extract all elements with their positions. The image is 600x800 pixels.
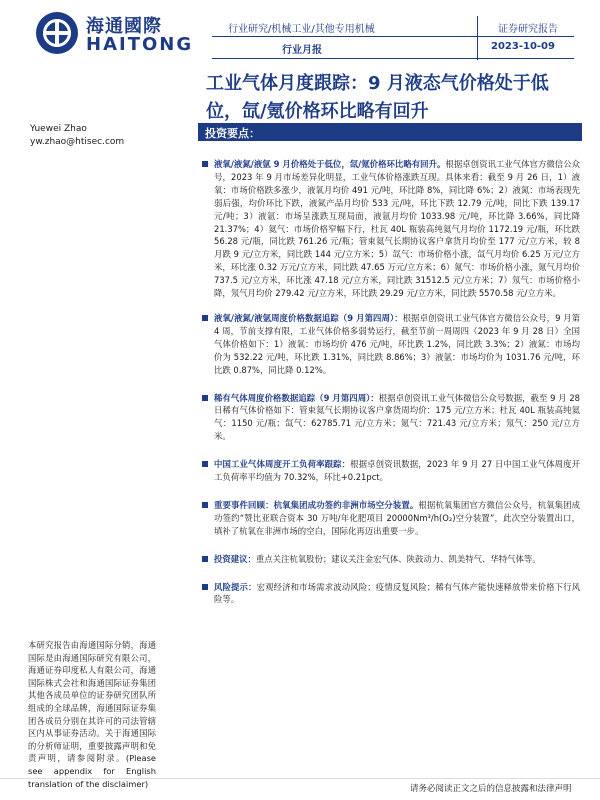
summary-paragraph	[200, 458, 580, 484]
report-date: 2023-10-09	[491, 41, 555, 52]
header-divider-bottom	[212, 58, 574, 59]
summary-title: 投资要点：	[205, 127, 260, 140]
logo-emblem-icon	[36, 12, 78, 54]
summary-content	[200, 158, 580, 621]
paragraph-body: 重点关注杭氧股份；建议关注金宏气体、陕鼓动力、凯美特气、华特气体等。	[255, 553, 541, 564]
paragraph-body: 根据卓创资讯工业气体官方微信公众号，2023 年 9 月市场差异化明显，工业气体价格涨跌互现。具体来看：截至 9 月 26 日，1）液氧：市场价格跌多涨少，液氧月均价 491 元/吨，环比降 8%，同比降 6%；2）液氮：市场表现先弱后强，均价环比下跌，液氮产品月均价 533 元/吨，环比下跌 12.79 元/吨，同比下跌 139.17 元/吨；3）液氩：市场呈涨跌互现局面，液氩月均价 1033.98 元/吨，环比降 3.66%，同比降 21.37%；4）氦气：市场价格窄幅下行，杜瓦 40L 瓶装高纯氦气月均价 1172.19 元/瓶，环比跌 56.28 元/瓶，同比跌 761.26 元/瓶；管束氦气长期协议客户拿货月均价至 177 元/立方米，较 8 月跌 9 元/立方米，同比跌 144 元/立方米；5）氙气：市场价格小涨，氙气月均价 6.25 万元/立方米，环比涨 0.32 万元/立方米，同比跌 47.65 万元/立方米；6）氪气：市场价格小涨，氪气月均价 737.5 元/立方米，环比涨 47.18 元/立方米，同比跌 31512.5 元/立方米；7）氖气：市场价格小降，氖气月均价 279.42 元/立方米，环比跌 29.29 元/立方米，同比跌 5570.58 元/立方米。	[214, 159, 580, 299]
paragraph-lead: 投资建议：	[214, 553, 256, 564]
summary-paragraph	[200, 553, 580, 566]
bullet-square-icon	[202, 161, 208, 167]
paragraph-body: 宏观经济和市场需求波动风险；疫情反复风险；稀有气体产能快速释放带来价格下行风险等。	[214, 581, 581, 605]
bullet-square-icon	[202, 395, 208, 401]
paragraph-body: 根据卓创资讯工业气体官方微信公众号，9 月第 4 周，节前支撑有限，工业气体价格多弱势运行，截至节前一周周四（2023 年 9 月 28 日）全国气体价格如下：1）液氧：市场均价 476 元/吨，环比跌 1.2%，同比跌 3.3%；2）液氮：市场均价为 532.22 元/吨，环比跌 1.31%，同比跌 8.86%；3）液氩：市场均价为 1031.76 元/吨，环比跌 0.87%，同比降 0.12%。	[214, 312, 580, 375]
paragraph-lead: 液氧/液氮/液氩 9 月价格处于低位，氙/氪价格环比略有回升。	[214, 159, 446, 169]
bullet-square-icon	[202, 315, 208, 321]
industry-category: 行业研究/机械工业/其他专用机械	[228, 24, 375, 35]
haitong-logo	[36, 12, 196, 56]
paragraph-lead: 稀有气体周度价格数据追踪（9 月第四周）：	[214, 392, 379, 403]
paragraph-lead: 中国工业气体周度开工负荷率跟踪：	[214, 459, 351, 470]
report-header	[0, 0, 600, 62]
paragraph-lead: 重要事件回顾：杭氧集团成功签约非洲市场空分装置。	[214, 499, 419, 510]
logo-english-name: HAITONG	[86, 34, 194, 55]
paragraph-body: 根据杭氧集团官方微信公众号，杭氧集团成功签约“赞比亚联合资本 30 万吨/年化肥项目 20000Nm³/h(O₂)空分装置”，此次空分装置出口，填补了杭氧在非洲市场的空白，国际化再迈出重要一步。	[214, 499, 581, 536]
author-email[interactable]: yw.zhao@htisec.com	[30, 137, 125, 147]
report-type: 行业月报	[282, 45, 322, 56]
bullet-square-icon	[202, 461, 208, 467]
summary-paragraph	[200, 312, 580, 377]
header-divider-vertical	[477, 16, 478, 60]
logo-chinese-name: 海通國際	[86, 16, 162, 37]
author-name: Yuewei Zhao	[30, 124, 87, 134]
paragraph-lead: 风险提示：	[214, 581, 257, 592]
summary-paragraph	[200, 392, 580, 444]
bullet-square-icon	[202, 584, 208, 590]
report-title: 工业气体月度跟踪：9 月液态气价格处于低位，氙/氪价格环比略有回升	[206, 73, 549, 122]
bullet-square-icon	[202, 502, 208, 508]
summary-paragraph	[200, 158, 580, 300]
summary-paragraph	[200, 581, 580, 607]
paragraph-body: 根据卓创资讯数据，2023 年 9 月 27 日中国工业气体周度开工负荷率平均值为 70.32%，环比+0.21pct。	[214, 459, 581, 483]
report-label: 证券研究报告	[498, 24, 558, 35]
paragraph-body: 根据卓创资讯工业气体微信公众号数据，截至 9 月 28 日稀有气体价格如下：管束氦气长期协议客户拿货周均价：175 元/立方米；杜瓦 40L 瓶装高纯氦气：1150 元/瓶；氙气：62785.71 元/立方米；氪气：721.43 元/立方米；氖气：250 元/立方米。	[214, 392, 580, 442]
disclaimer-note: 本研究报告由海通国际分销，海通国际是由海通国际研究有限公司，海通证券印度私人有限公司，海通国际株式会社和海通国际证券集团其他各成员单位的证券研究团队所组成的全球品牌，海通国际证券集团各成员分别在其许可的司法管辖区内从事证券活动。关于海通国际的分析师证明，重要披露声明和免责声明，请参阅附录。(Please see appendix for English translation of the disclaimer)	[28, 640, 156, 789]
bullet-square-icon	[202, 556, 208, 562]
paragraph-lead: 液氧/液氮/液氩周度价格数据追踪（9 月第四周）：	[214, 312, 403, 323]
footer-disclaimer: 请务必阅读正文之后的信息披露和法律声明	[410, 784, 572, 794]
summary-paragraph	[200, 499, 580, 538]
header-divider-top	[212, 36, 574, 37]
footer-divider	[0, 778, 600, 779]
